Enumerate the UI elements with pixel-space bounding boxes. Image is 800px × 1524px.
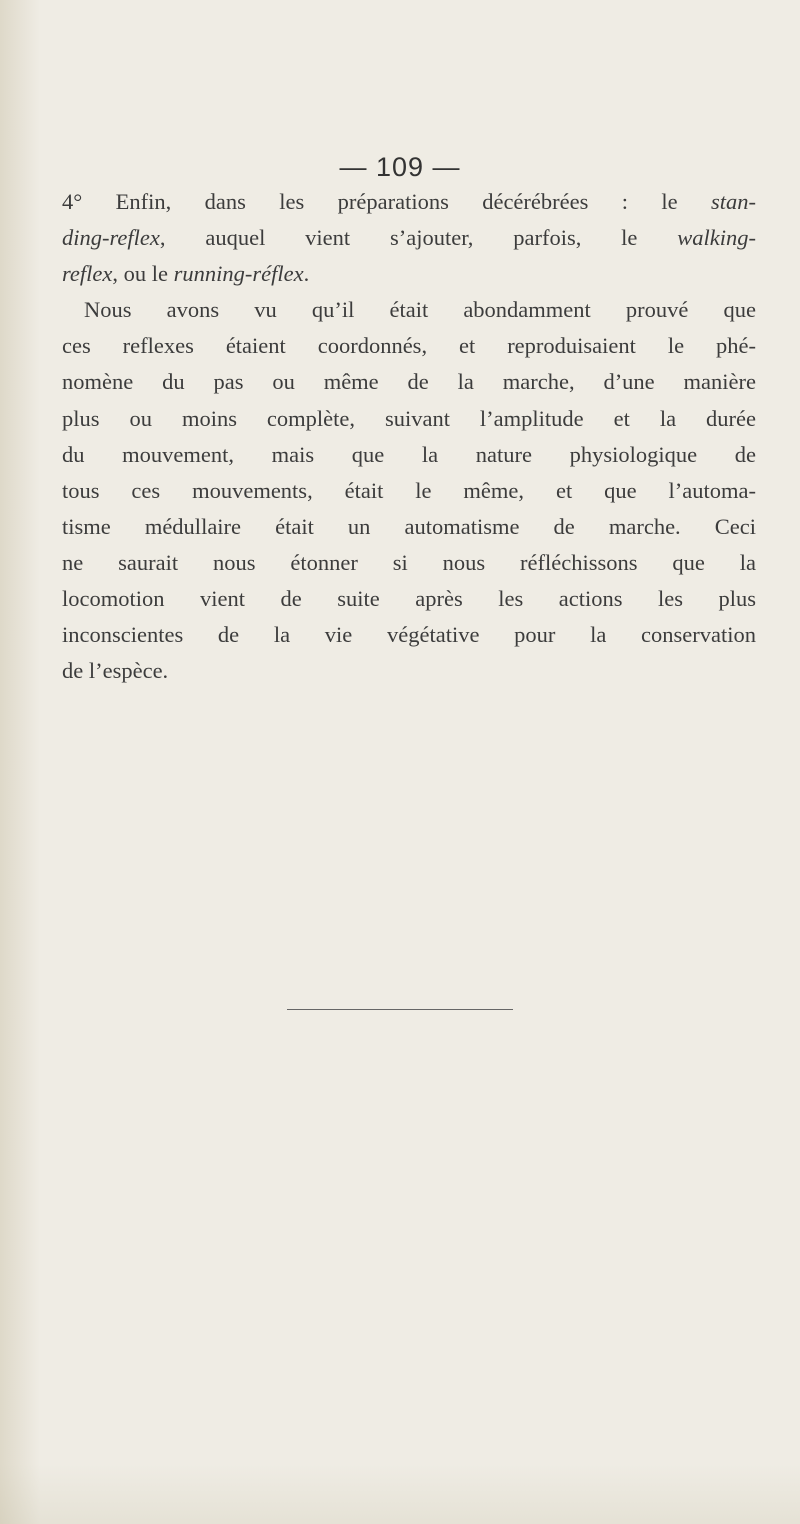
text-line: ces reflexes étaient coordonnés, et reproduisaient le phé- — [62, 333, 756, 359]
italic-term: stan- — [711, 189, 756, 214]
text-line: tous ces mouvements, était le même, et que l’automa- — [62, 477, 756, 503]
section-divider — [287, 1009, 513, 1010]
italic-term: reflex — [62, 261, 113, 287]
text-line — [62, 184, 756, 220]
text-line: tisme médullaire était un automatisme de marche. Ceci — [62, 513, 756, 539]
text-line: ne saurait nous étonner si nous réfléchissons que la — [62, 549, 756, 575]
text-line — [62, 220, 756, 256]
italic-term: ding-reflex — [62, 225, 160, 251]
body-text — [62, 184, 756, 689]
text-line: de l’espèce. — [62, 658, 169, 684]
text-line: nomène du pas ou même de la marche, d’une manière — [62, 369, 756, 395]
page-number: — 109 — — [339, 152, 461, 182]
italic-term: walking- — [677, 225, 756, 251]
text-line: locomotion vient de suite après les actions les plus — [62, 586, 756, 612]
text-line — [62, 256, 756, 292]
text-line: plus ou moins complète, suivant l’amplitude et la durée — [62, 405, 756, 431]
text-run: . — [303, 261, 310, 287]
text-line: Nous avons vu qu’il était abondamment prouvé que — [84, 297, 756, 323]
text-run: , ou le — [112, 261, 174, 287]
text-line: inconscientes de la vie végétative pour la conservation — [62, 622, 756, 648]
text-run: 4° Enfin, dans les préparations décérébrées : le — [62, 189, 711, 214]
text-line: du mouvement, mais que la nature physiologique de — [62, 441, 756, 467]
italic-term: running-réflex — [173, 261, 304, 287]
text-run: , auquel vient s’ajouter, parfois, le — [159, 225, 678, 251]
